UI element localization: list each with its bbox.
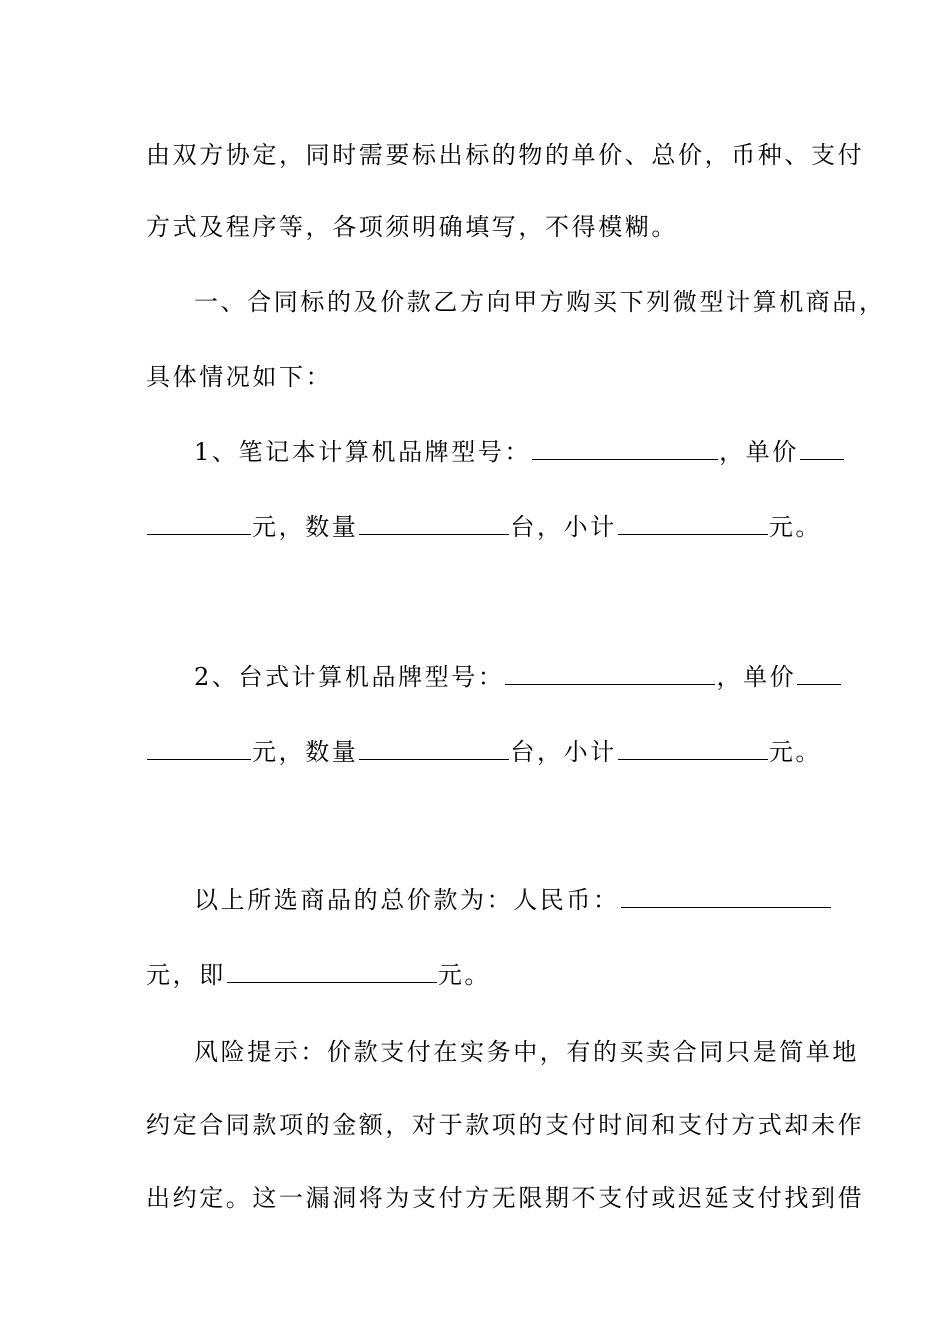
item-1-price-blank-start[interactable] <box>800 437 844 460</box>
item-2-subtotal-blank[interactable] <box>618 737 768 760</box>
item-1-price-label: ，单价 <box>719 438 799 466</box>
item-2-line-1 <box>194 662 810 692</box>
item-2-subtotal-label: 台，小计 <box>510 738 617 766</box>
item-1-price-blank-end[interactable] <box>147 512 251 535</box>
item-1-subtotal-blank[interactable] <box>618 512 768 535</box>
total-line-1 <box>194 885 810 915</box>
item-2-quantity-label: 元，数量 <box>252 738 359 766</box>
total-amount-blank[interactable] <box>227 960 437 983</box>
item-1-prefix: 1、笔记本计算机品牌型号： <box>194 438 532 466</box>
item-2-quantity-blank[interactable] <box>359 737 509 760</box>
total-line-2-end: 元。 <box>437 961 492 989</box>
item-1-quantity-label: 元，数量 <box>252 513 359 541</box>
item-1-subtotal-label: 台，小计 <box>510 513 617 541</box>
item-2-price-blank-start[interactable] <box>797 662 841 685</box>
risk-line-1: 风险提示：价款支付在实务中，有的买卖合同只是简单地 <box>194 1038 859 1066</box>
risk-line-3: 出约定。这一漏洞将为支付方无限期不支付或迟延支付找到借 <box>146 1184 865 1212</box>
paragraph-line-2: 方式及程序等，各项须明确填写，不得模糊。 <box>146 213 678 241</box>
item-1-end: 元。 <box>768 513 823 541</box>
item-2-price-label: ，单价 <box>716 663 797 691</box>
total-line-2-start: 元，即 <box>146 961 226 989</box>
item-1-line-1 <box>194 437 810 467</box>
item-2-prefix: 2、台式计算机品牌型号： <box>194 663 505 691</box>
risk-line-2: 约定合同款项的金额，对于款项的支付时间和支付方式却未作 <box>146 1111 865 1139</box>
item-1-line-2 <box>146 512 823 542</box>
paragraph-line-1: 由双方协定，同时需要标出标的物的单价、总价，币种、支付 <box>146 141 865 169</box>
section-one-heading: 一、合同标的及价款乙方向甲方购买下列微型计算机商品， <box>194 288 886 316</box>
item-1-quantity-blank[interactable] <box>359 512 509 535</box>
total-line-2 <box>146 960 810 990</box>
item-2-end: 元。 <box>768 738 823 766</box>
total-rmb-blank[interactable] <box>621 885 831 908</box>
item-1-brand-blank[interactable] <box>532 437 718 460</box>
section-one-continuation: 具体情况如下： <box>146 363 333 391</box>
item-2-brand-blank[interactable] <box>505 662 715 685</box>
total-prefix: 以上所选商品的总价款为：人民币： <box>194 886 620 914</box>
item-2-line-2 <box>146 737 823 767</box>
item-2-price-blank-end[interactable] <box>147 737 251 760</box>
